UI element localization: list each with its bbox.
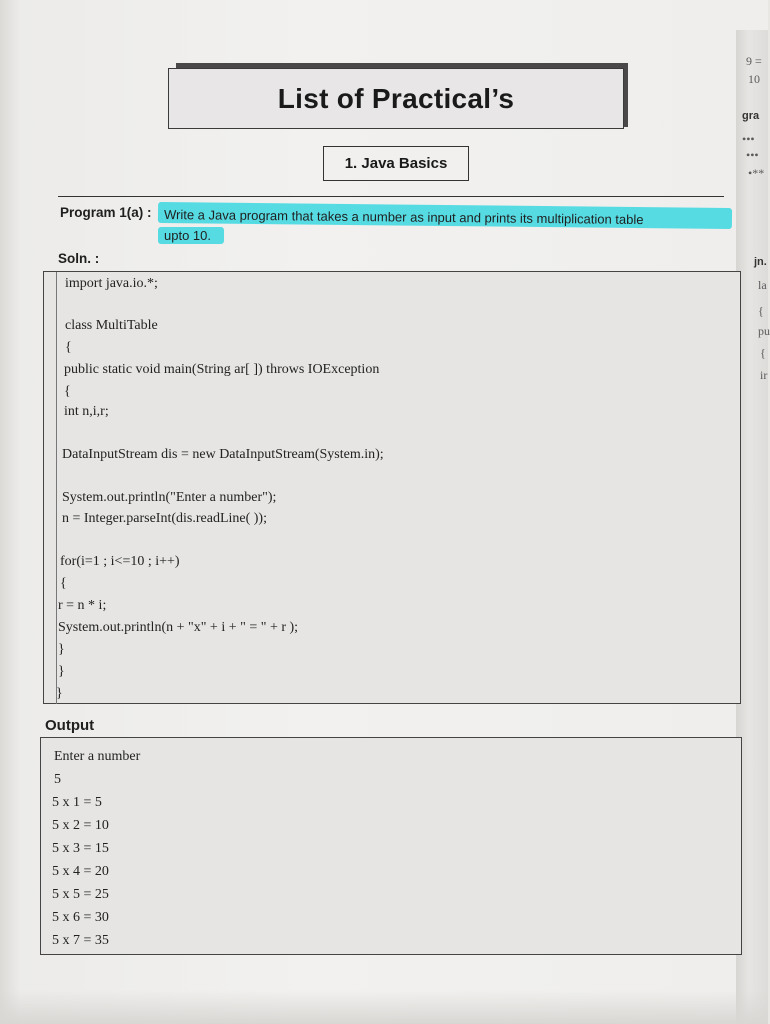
adjacent-page-fragment: pu (758, 324, 770, 338)
code-line: { (65, 340, 72, 355)
adjacent-page-fragment: jn. (754, 256, 767, 268)
code-line: class MultiTable (65, 318, 158, 333)
output-line: 5 (54, 772, 61, 787)
output-line: 5 x 6 = 30 (52, 910, 109, 925)
solution-label: Soln. : (58, 251, 100, 266)
code-line: } (56, 686, 63, 701)
output-line: Enter a number (54, 749, 141, 764)
code-line: int n,i,r; (64, 404, 109, 419)
output-box (40, 737, 742, 955)
page-title: List of Practical’s (277, 82, 515, 114)
code-line: } (58, 642, 65, 657)
adjacent-page-fragment: gra (742, 110, 760, 122)
code-line: } (58, 664, 65, 679)
adjacent-page-fragment: la (758, 278, 767, 292)
adjacent-page-fragment: ••• (746, 148, 759, 162)
code-margin-rule (56, 272, 57, 704)
adjacent-page-fragment: { (758, 304, 764, 318)
code-line: System.out.println("Enter a number"); (62, 490, 277, 505)
code-line: { (60, 576, 67, 591)
code-line: r = n * i; (58, 598, 107, 613)
adjacent-page-fragment: ir (760, 368, 768, 382)
code-line: n = Integer.parseInt(dis.readLine( )); (62, 511, 267, 526)
divider-rule (58, 196, 724, 197)
program-statement-line-2: upto 10. (164, 228, 211, 243)
adjacent-page-fragment: { (760, 346, 766, 360)
code-line: public static void main(String ar[ ]) throws IOException (64, 362, 380, 377)
code-line: { (64, 384, 71, 399)
title-box (168, 68, 624, 129)
code-line: for(i=1 ; i<=10 ; i++) (60, 554, 180, 569)
adjacent-page-fragment: •** (748, 166, 765, 180)
adjacent-page-fragment: 9 = (746, 54, 762, 68)
section-heading: 1. Java Basics (344, 155, 448, 172)
page-bottom-shadow (0, 990, 768, 1024)
code-line: import java.io.*; (65, 276, 158, 291)
section-heading-box (323, 146, 469, 181)
output-line: 5 x 4 = 20 (52, 864, 109, 879)
output-line: 5 x 2 = 10 (52, 818, 109, 833)
output-line: 5 x 3 = 15 (52, 841, 109, 856)
page-edge-shadow (0, 0, 20, 1024)
output-label: Output (45, 717, 95, 734)
code-line: DataInputStream dis = new DataInputStream(System.in); (62, 447, 384, 462)
adjacent-page-fragment: ••• (742, 132, 755, 146)
program-statement-line-1: Write a Java program that takes a number as input and prints its multiplication table (163, 207, 644, 228)
output-line: 5 x 7 = 35 (52, 933, 109, 948)
code-listing-box (43, 271, 741, 704)
program-label: Program 1(a) : (60, 205, 152, 220)
output-line: 5 x 1 = 5 (52, 795, 102, 810)
output-line: 5 x 5 = 25 (52, 887, 109, 902)
adjacent-page-fragment: 10 (748, 72, 760, 86)
code-line: System.out.println(n + "x" + i + " = " + r ); (58, 620, 299, 635)
